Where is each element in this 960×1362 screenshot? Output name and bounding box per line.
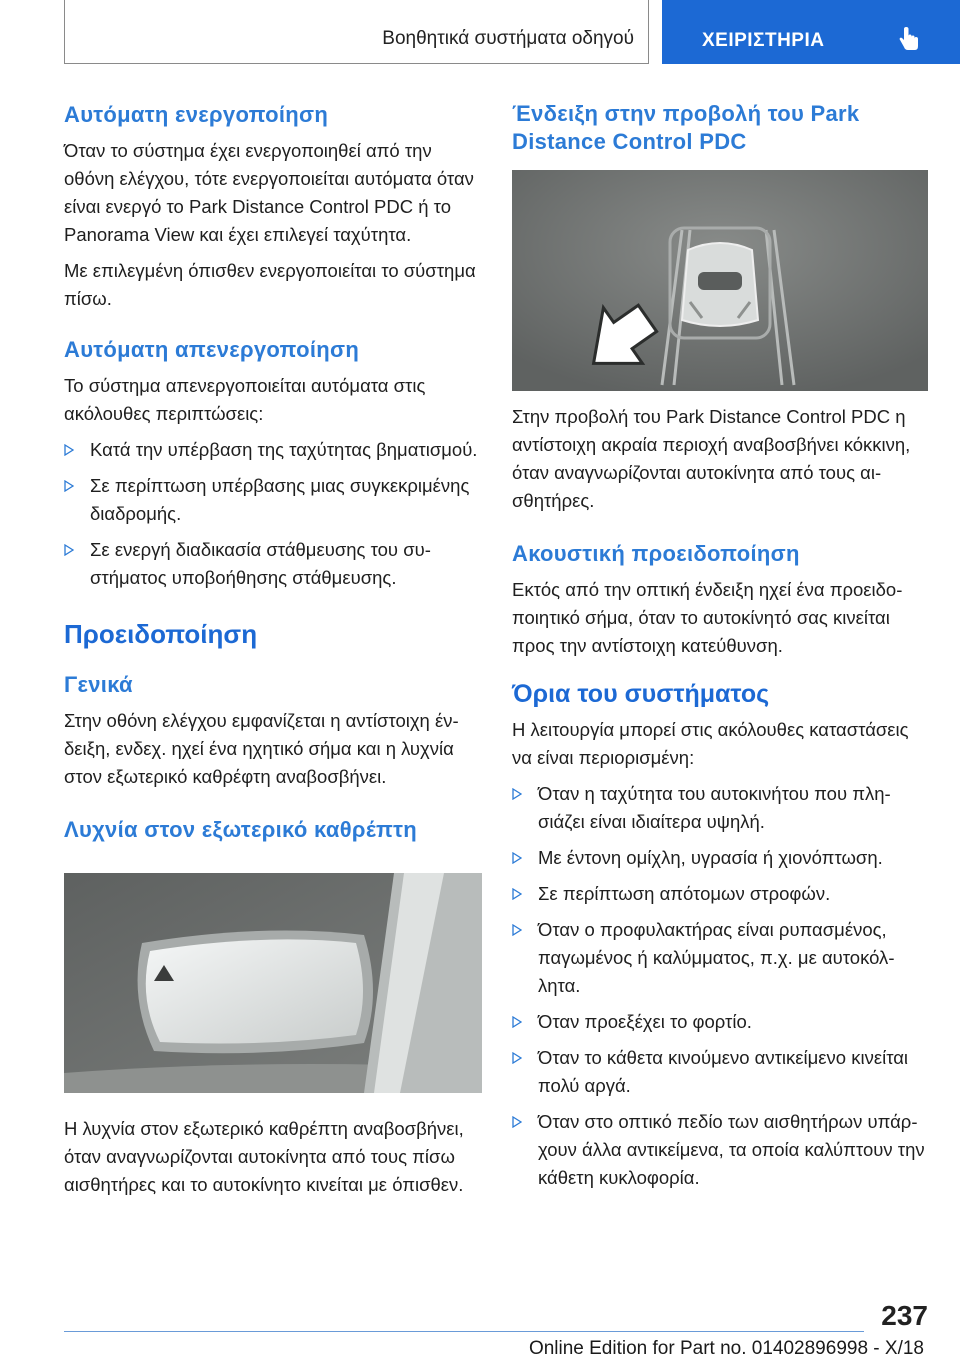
list-item-text: Όταν προεξέχει το φορτίο.: [538, 1011, 752, 1032]
auto-deactivation-text: Το σύστημα απενεργοποιείται αυτόματα στις ακόλουθες περιπτώσεις:: [64, 375, 426, 424]
list-item-text: Σε περίπτωση απότομων στροφών.: [538, 883, 831, 904]
pdc-view-illustration: [512, 170, 928, 391]
list-item-text: Κατά την υπέρβαση της ταχύτητας βηματισμού.: [90, 439, 478, 460]
bullet-triangle-icon: [512, 924, 522, 936]
auto-deactivation-heading: Αυτόματη απενεργοποίηση: [64, 337, 360, 362]
hand-pointer-icon: [896, 26, 922, 52]
right-column: [512, 100, 930, 1192]
bullet-triangle-icon: [512, 888, 522, 900]
warning-heading: Προειδοποίηση: [64, 619, 258, 649]
list-item-text: Όταν το κάθετα κινούμενο αντικείμενο κινείται πολύ αργά.: [538, 1047, 909, 1096]
left-column: [64, 100, 482, 1199]
list-item: [512, 780, 930, 836]
auto-deactivation-list: [64, 436, 482, 592]
bullet-triangle-icon: [512, 1116, 522, 1128]
list-item: [512, 1108, 930, 1192]
bullet-triangle-icon: [512, 788, 522, 800]
auto-activation-text: Όταν το σύστημα έχει ενεργοποιηθεί από την οθόνη ελέγχου, τότε ενεργοποιείται αυτόματα όταν είναι ενεργό το Park Distance Control PDC ή το Panorama View και έχει επιλεγεί ταχύτητα.: [64, 140, 474, 245]
system-limits-text: Η λειτουργία μπορεί στις ακόλουθες καταστάσεις να είναι περιορισμένη:: [512, 719, 909, 768]
chapter-tab[interactable]: [662, 0, 960, 64]
list-item-text: Όταν στο οπτικό πεδίο των αισθητήρων υπάρχουν άλλα αντικείμενα, τα οποία καλύπτουν την κάθετη κυκλοφορία.: [538, 1111, 925, 1188]
system-limits-heading: Όρια του συστήματος: [512, 680, 770, 708]
mirror-lamp-heading: Λυχνία στον εξωτερικό καθρέπτη: [64, 817, 418, 842]
mirror-lamp-caption: Η λυχνία στον εξωτερικό καθρέπτη αναβοσβήνει, όταν αναγνωρίζονται αυτοκίνητα από τους πίσω αισθητήρες και το αυτοκίνητο κινείται με όπισθεν.: [64, 1118, 464, 1195]
section-header-box: [64, 0, 649, 64]
list-item-text: Σε ενεργή διαδικασία στάθμευσης του συστήματος υποβοήθησης στάθμευσης.: [90, 539, 431, 588]
pdc-display-image: [512, 170, 928, 391]
bullet-triangle-icon: [512, 852, 522, 864]
general-text: Στην οθόνη ελέγχου εμφανίζεται η αντίστοιχη ένδειξη, ενδεχ. ηχεί ένα ηχητικό σήμα και η λυχνία στον εξωτερικό καθρέφτη αναβοσβήνει.: [64, 710, 459, 787]
chapter-tab-label: ΧΕΙΡΙΣΤΗΡΙΑ: [702, 30, 825, 51]
list-item: [512, 844, 930, 872]
list-item: [512, 880, 930, 908]
mirror-lamp-image: [64, 873, 482, 1093]
pdc-display-text: Στην προβολή του Park Distance Control PDC η αντίστοιχη ακραία περιοχή αναβοσβήνει κόκκινη, όταν αναγνωρίζονται αυτοκίνητα από τους αισθητήρες.: [512, 406, 911, 511]
bullet-triangle-icon: [64, 444, 74, 456]
list-item-text: Με έντονη ομίχλη, υγρασία ή χιονόπτωση.: [538, 847, 883, 868]
bullet-triangle-icon: [64, 480, 74, 492]
list-item: [64, 472, 482, 528]
acoustic-warning-text: Εκτός από την οπτική ένδειξη ηχεί ένα προειδοποιητικό σήμα, όταν το αυτοκίνητό σας κινείται προς την αντίστοιχη κατεύθυνση.: [512, 579, 903, 656]
pdc-display-heading: Ένδειξη στην προβολή του Park Distance Control PDC: [512, 101, 860, 154]
bullet-triangle-icon: [64, 544, 74, 556]
list-item-text: Όταν η ταχύτητα του αυτοκινήτου που πλησιάζει είναι ιδιαίτερα υψηλή.: [538, 783, 891, 832]
auto-activation-heading: Αυτόματη ενεργοποίηση: [64, 102, 329, 127]
system-limits-list: [512, 780, 930, 1192]
list-item: [512, 916, 930, 1000]
auto-activation-reverse-text: Με επιλεγμένη όπισθεν ενεργοποιείται το σύστημα πίσω.: [64, 260, 476, 309]
edition-note: Online Edition for Part no. 01402896998 - X/18: [528, 1338, 924, 1359]
list-item: [512, 1008, 930, 1036]
side-mirror-illustration: [64, 873, 482, 1093]
bullet-triangle-icon: [512, 1016, 522, 1028]
page-number: 237: [881, 1300, 928, 1331]
bullet-triangle-icon: [512, 1052, 522, 1064]
acoustic-warning-heading: Ακουστική προειδοποίηση: [512, 541, 800, 566]
page-header: [0, 0, 960, 66]
footer-divider: [64, 1331, 864, 1332]
section-title: Βοηθητικά συστήματα οδηγού: [382, 28, 634, 49]
list-item-text: Σε περίπτωση υπέρβασης μιας συγκεκριμένης διαδρομής.: [90, 475, 470, 524]
list-item-text: Όταν ο προφυλακτήρας είναι ρυπασμένος, παγωμένος ή καλύμματος, π.χ. με αυτοκόλλητα.: [538, 919, 895, 996]
general-heading: Γενικά: [64, 672, 133, 697]
list-item: [64, 436, 482, 464]
list-item: [64, 536, 482, 592]
list-item: [512, 1044, 930, 1100]
